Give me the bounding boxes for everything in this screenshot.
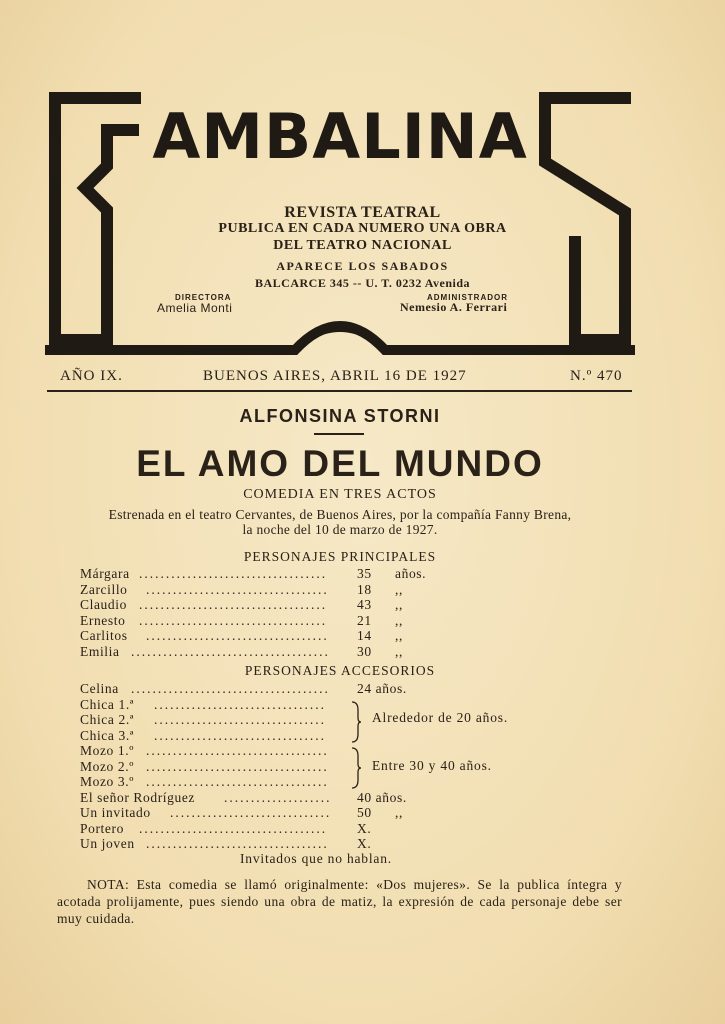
- play-genre: COMEDIA EN TRES ACTOS: [243, 487, 437, 502]
- character-age: 35: [357, 566, 372, 581]
- leader-dots: ..................................: [146, 628, 329, 643]
- character-name: Mozo 3.º: [80, 774, 134, 789]
- character-row: [80, 820, 372, 837]
- directora-name: Amelia Monti: [157, 301, 233, 315]
- character-row: [80, 581, 403, 598]
- character-name: Zarcillo: [80, 581, 128, 597]
- character-name: Chica 2.ª: [80, 712, 135, 727]
- character-name: Celina: [80, 681, 119, 696]
- character-row: [80, 566, 427, 582]
- masthead-line1: PUBLICA EN CADA NUMERO UNA OBRA: [218, 221, 507, 236]
- character-age-unit: ,,: [395, 581, 403, 597]
- masthead-subtitle: REVISTA TEATRAL: [284, 204, 441, 221]
- character-age: 24 años.: [357, 681, 407, 696]
- character-row: [80, 628, 403, 644]
- character-name: Chica 1.ª: [80, 696, 135, 712]
- character-age: 43: [357, 597, 372, 612]
- character-age-unit: años.: [395, 566, 427, 581]
- issue-year: AÑO IX.: [60, 368, 123, 384]
- character-row: [80, 696, 326, 713]
- character-name: Chica 3.ª: [80, 727, 135, 743]
- character-age: 50: [357, 805, 372, 820]
- mozos-brace: [350, 746, 362, 790]
- character-age-unit: ,,: [395, 612, 403, 628]
- premiere-line1: Estrenada en el teatro Cervantes, de Buenos Aires, por la compañía Fanny Brena,: [108, 507, 572, 522]
- masthead-line2: DEL TEATRO NACIONAL: [273, 238, 452, 253]
- leader-dots: ................................: [154, 712, 326, 727]
- character-row: [80, 727, 326, 744]
- character-row: [80, 743, 329, 759]
- character-name: Emilia: [80, 643, 120, 659]
- character-name: Claudio: [80, 597, 127, 612]
- masthead-address: BALCARCE 345 -- U. T. 0232 Avenida: [254, 276, 471, 290]
- leader-dots: ................................: [154, 696, 326, 712]
- issue-place-date: BUENOS AIRES, ABRIL 16 DE 1927: [203, 368, 467, 384]
- chicas-brace: [350, 700, 362, 744]
- leader-dots: .....................................: [131, 643, 330, 659]
- invitados-note: Invitados que no hablan.: [240, 851, 392, 866]
- admin-name: Nemesio A. Ferrari: [400, 300, 508, 314]
- character-name: El señor Rodríguez: [80, 789, 196, 805]
- author-name: ALFONSINA STORNI: [239, 406, 441, 426]
- leader-dots: ..................................: [146, 758, 329, 774]
- character-age: X.: [357, 836, 372, 851]
- masthead-line3: APARECE LOS SABADOS: [276, 259, 449, 273]
- character-age-unit: ,,: [395, 628, 403, 643]
- admin-label: ADMINISTRADOR: [427, 293, 508, 302]
- character-age: 14: [357, 628, 372, 643]
- leader-dots: ....................: [224, 789, 332, 805]
- premiere-line2: la noche del 10 de marzo de 1927.: [242, 522, 438, 537]
- editorial-note: NOTA: Esta comedia se llamó originalmente: «Dos mujeres». Se la publica íntegra y acotada prolijamente, pues siendo una obra de matiz, la expresión de cada personaje debe ser muy cuidada.: [57, 877, 622, 926]
- leader-dots: ...................................: [139, 612, 328, 628]
- chicas-group-age: Alrededor de 20 años.: [372, 710, 509, 725]
- issue-rule: [47, 390, 632, 392]
- issue-number: N.º 470: [570, 368, 623, 384]
- logo-text: AMBALINA: [152, 100, 528, 173]
- character-name: Ernesto: [80, 612, 126, 628]
- leader-dots: ..................................: [146, 836, 329, 851]
- ditto-mark: ,,: [395, 805, 403, 820]
- character-row: [80, 643, 403, 660]
- character-name: Un invitado: [80, 805, 151, 820]
- play-title: EL AMO DEL MUNDO: [136, 443, 544, 484]
- principales-heading: PERSONAJES PRINCIPALES: [243, 549, 437, 564]
- character-name: Mozo 2.º: [80, 758, 134, 774]
- character-name: Portero: [80, 820, 124, 836]
- character-age-unit: ,,: [395, 597, 403, 612]
- directora-label: DIRECTORA: [175, 293, 232, 302]
- character-age: X.: [357, 820, 372, 836]
- leader-dots: .....................................: [131, 681, 330, 696]
- leader-dots: ...................................: [139, 597, 328, 612]
- leader-dots: ..................................: [146, 581, 329, 597]
- mozos-group-age: Entre 30 y 40 años.: [372, 758, 492, 773]
- character-row: [80, 774, 329, 790]
- character-row: [80, 712, 326, 728]
- character-age: 40 años.: [357, 789, 407, 805]
- character-name: Carlitos: [80, 628, 128, 643]
- character-name: Márgara: [80, 566, 130, 581]
- character-row: [80, 789, 407, 806]
- leader-dots: ..............................: [170, 805, 332, 820]
- author-underline: [314, 433, 364, 435]
- accesorios-heading: PERSONAJES ACCESORIOS: [244, 663, 436, 678]
- character-row: [80, 836, 372, 852]
- leader-dots: ..................................: [146, 743, 329, 758]
- character-row: [80, 805, 403, 821]
- character-age: 21: [357, 612, 372, 628]
- leader-dots: ..................................: [146, 774, 329, 789]
- leader-dots: ................................: [154, 727, 326, 743]
- character-row: [80, 612, 403, 629]
- character-row: [80, 758, 329, 775]
- character-age: 30: [357, 643, 372, 659]
- leader-dots: ...................................: [139, 566, 328, 581]
- character-age-unit: ,,: [395, 643, 403, 659]
- character-name: Un joven: [80, 836, 135, 851]
- character-age: 18: [357, 581, 372, 597]
- leader-dots: ...................................: [139, 820, 328, 836]
- character-name: Mozo 1.º: [80, 743, 134, 758]
- character-row: [80, 681, 407, 697]
- character-row: [80, 597, 403, 613]
